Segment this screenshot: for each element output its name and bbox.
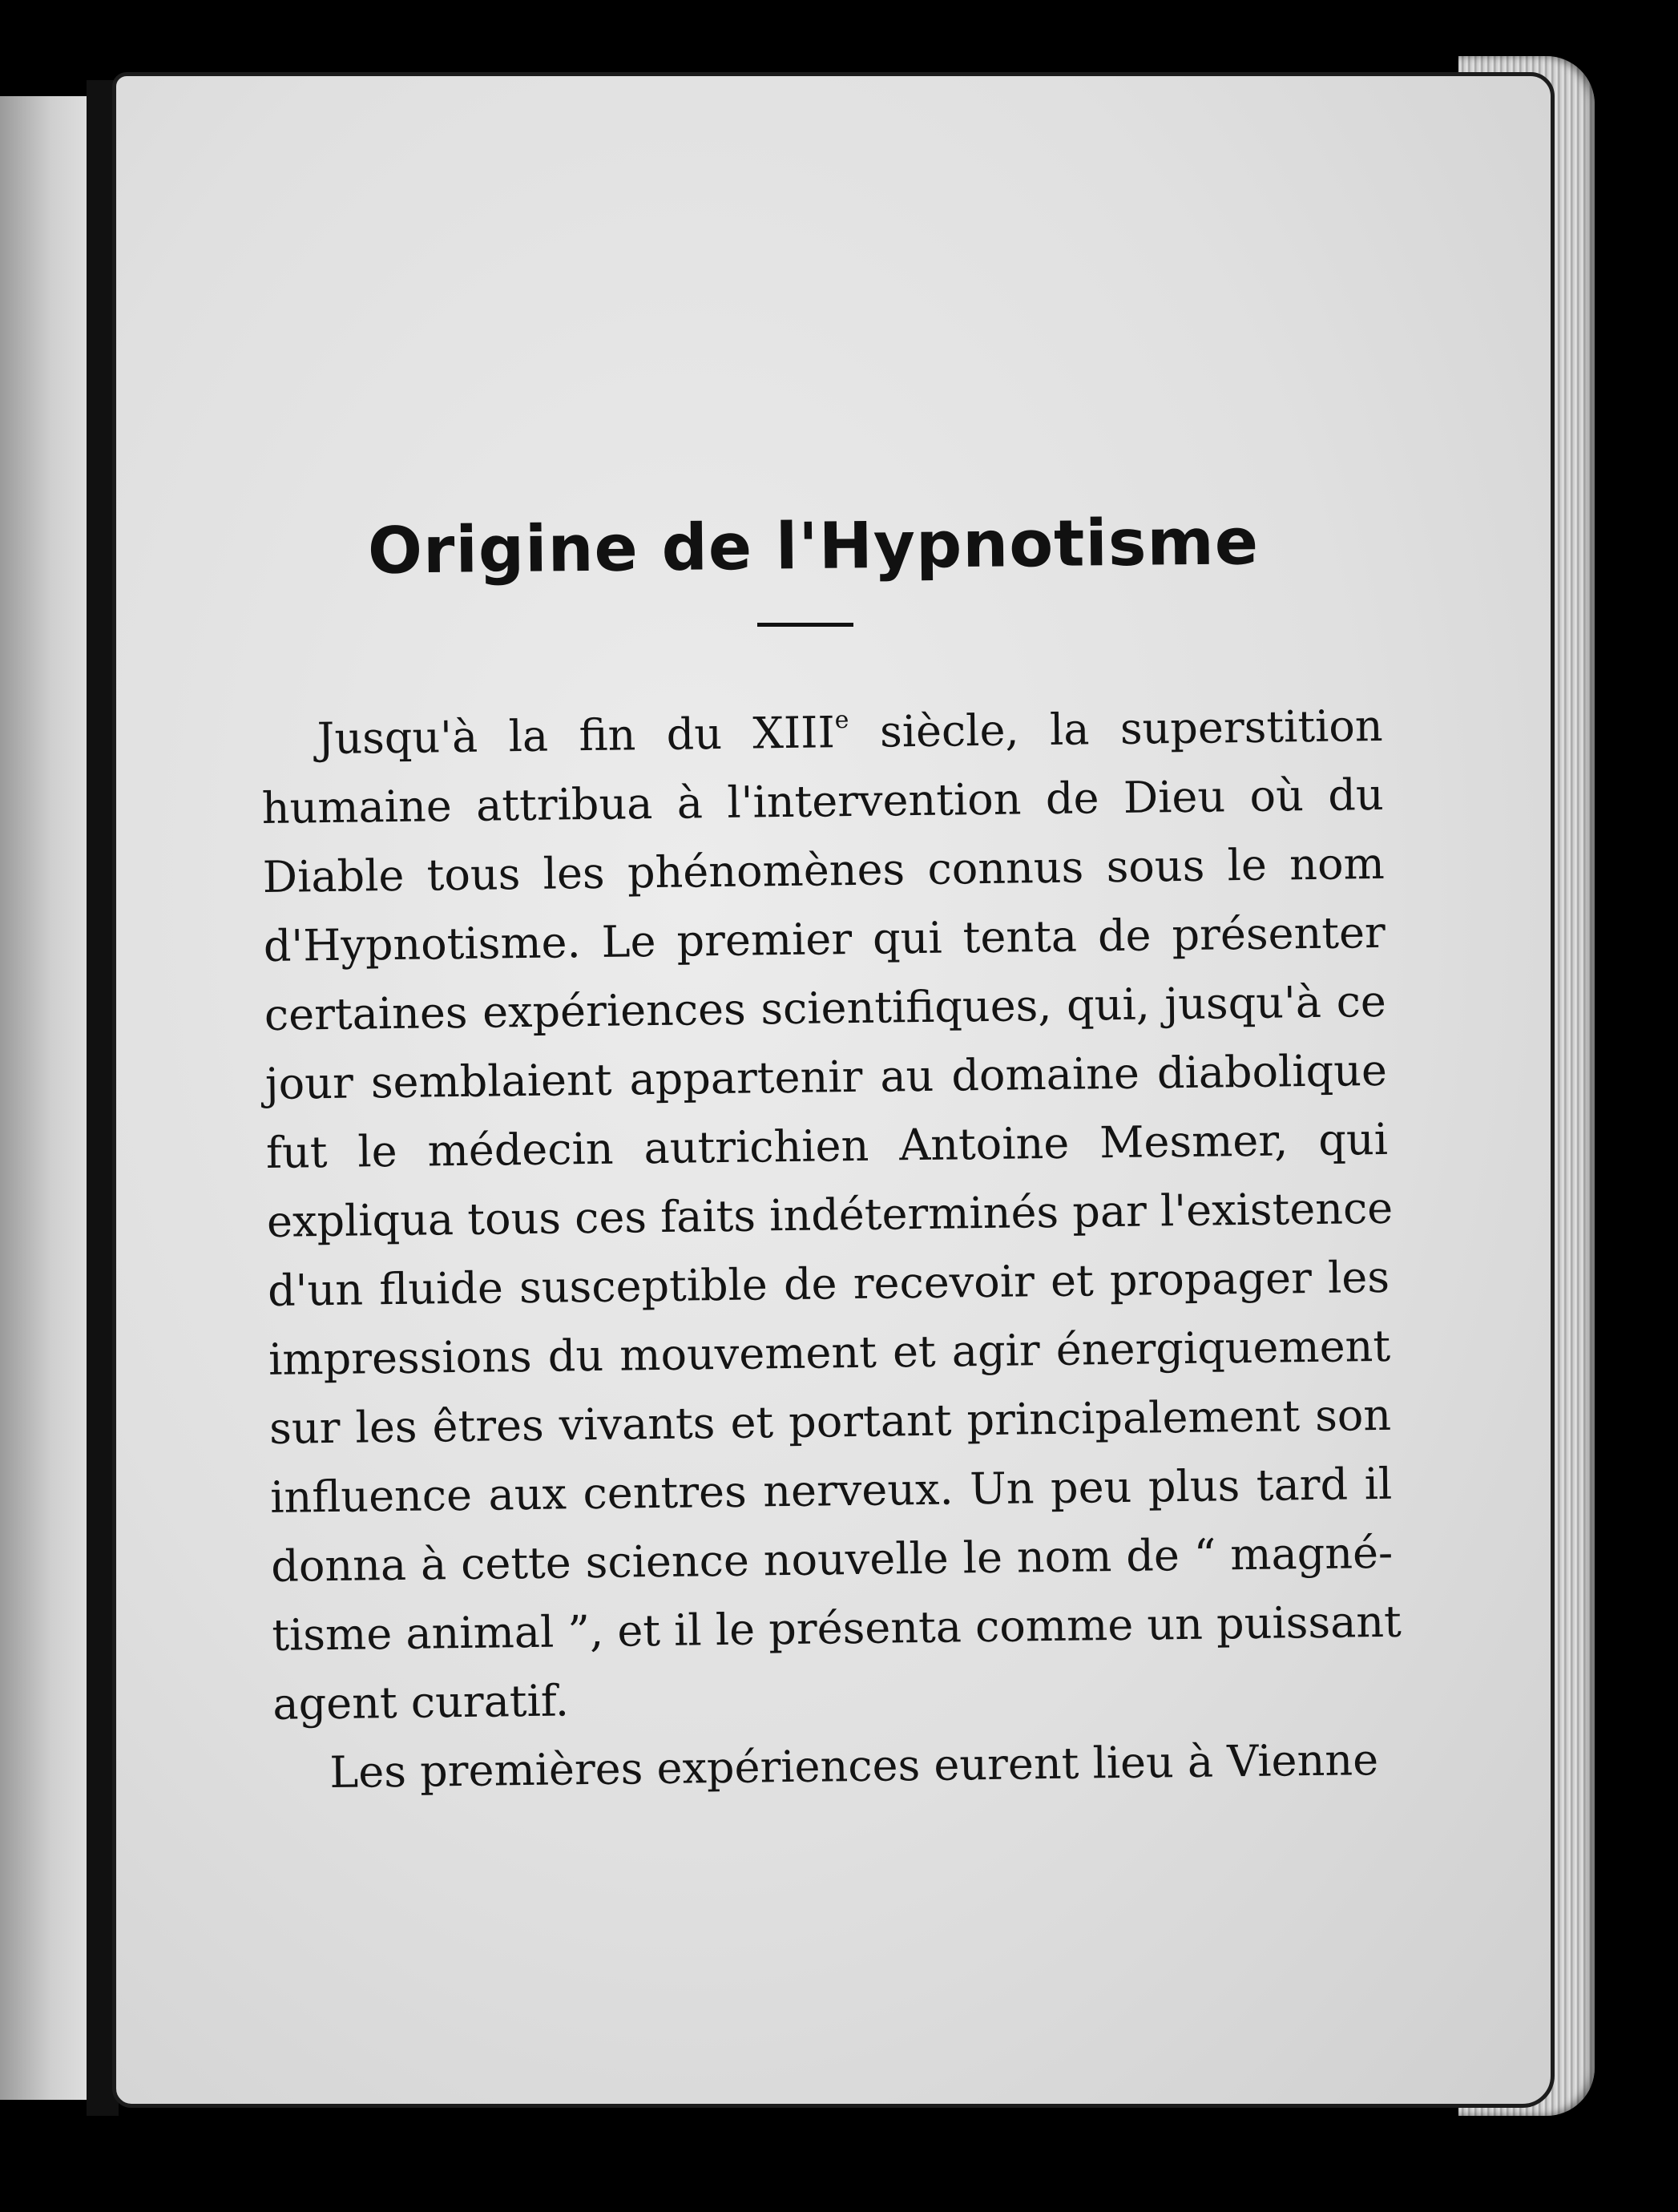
body-text (260, 680, 1402, 1808)
paragraph-line: d'Hypnotisme. Le premier qui tenta de présenter (263, 906, 1386, 971)
paragraph-line: tisme animal ”, et il le présenta comme un puissant (271, 1596, 1402, 1661)
paragraph-line: impressions du mouvement et agir énergiquement (268, 1320, 1391, 1385)
paragraph-line: fut le médecin autrichien Antoine Mesmer, qui (265, 1113, 1389, 1178)
paragraph-line: d'un fluide susceptible de recevoir et propager les (267, 1251, 1390, 1316)
paragraph-line: donna à cette science nouvelle le nom de “ magné- (270, 1527, 1394, 1592)
chapter-title: Origine de l'Hypnotisme (367, 504, 1260, 588)
paragraph-line: sur les êtres vivants et portant principalement son (268, 1389, 1392, 1454)
line-text: Jusqu'à la fin du XIII (317, 707, 836, 765)
superscript: e (834, 706, 849, 735)
title-rule (757, 623, 853, 627)
paragraph-line: agent curatif. (272, 1675, 570, 1730)
line-text: siècle, la superstition (849, 700, 1383, 758)
paragraph-line: influence aux centres nerveux. Un peu plus tard il (269, 1458, 1393, 1523)
paragraph-line: jour semblaient appartenir au domaine diabolique (264, 1044, 1388, 1109)
paragraph-line: humaine attribua à l'intervention de Dieu où du (261, 769, 1385, 834)
paragraph-line: Les premières expériences eurent lieu à Vienne (329, 1734, 1379, 1798)
paragraph-line: Diable tous les phénomènes connus sous le nom (262, 838, 1386, 902)
paragraph-line (260, 680, 1383, 774)
paragraph-line: expliqua tous ces faits indéterminés par l'existence (266, 1182, 1394, 1247)
paragraph-line: certaines expériences scientifiques, qui, jusqu'à ce (264, 975, 1387, 1040)
book-page (112, 72, 1555, 2108)
